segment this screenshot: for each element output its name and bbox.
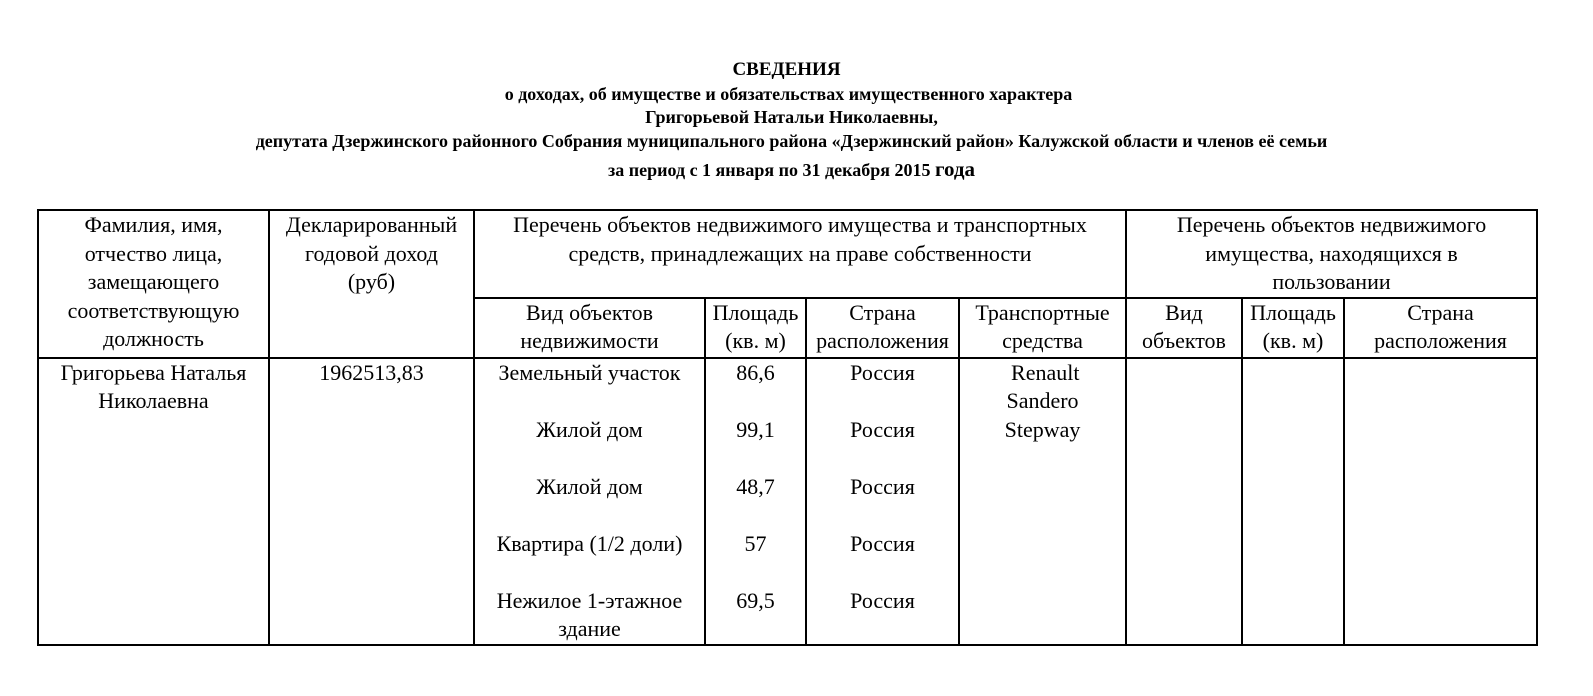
cell-used-area <box>1242 358 1344 645</box>
property-area: 57 <box>744 530 767 556</box>
cell-used-country <box>1344 358 1537 645</box>
cell-person: Григорьева Наталья Николаевна <box>38 358 269 645</box>
cell-used-type <box>1126 358 1242 645</box>
period-text: за период с 1 января по 31 декабря 2015 <box>608 160 931 180</box>
property-type: Нежилое 1-этажное здание <box>496 587 683 641</box>
subtitle-line-3: депутата Дзержинского районного Собрания муниципального района «Дзержинский район» Калужской области и членов её семьи <box>255 131 1328 151</box>
property-area: 86,6 <box>736 359 775 385</box>
header-vehicles: Транспортные средства <box>959 298 1126 358</box>
header-person: Фамилия, имя, отчество лица, замещающего соответствующую должность <box>38 210 269 358</box>
declaration-table <box>37 209 1538 646</box>
property-type: Жилой дом <box>536 473 643 499</box>
cell-property-countries <box>806 358 959 645</box>
property-country: Россия <box>850 416 915 442</box>
subtitle-line-4 <box>0 157 1588 182</box>
property-area: 69,5 <box>736 587 775 613</box>
header-row-1 <box>38 210 1537 298</box>
period-suffix: года <box>934 157 975 181</box>
cell-vehicles <box>959 358 1126 645</box>
header-owned-area: Площадь (кв. м) <box>705 298 806 358</box>
header-owned-country: Страна расположения <box>806 298 959 358</box>
property-type: Квартира (1/2 доли) <box>496 530 683 556</box>
header-used-area: Площадь (кв. м) <box>1242 298 1344 358</box>
subtitle-line-1: о доходах, об имуществе и обязательствах имущественного характера <box>504 84 1073 104</box>
property-country: Россия <box>850 530 915 556</box>
cell-property-areas <box>705 358 806 645</box>
property-area: 48,7 <box>736 473 775 499</box>
header-owned-group: Перечень объектов недвижимого имущества и транспортных средств, принадлежащих на праве собственности <box>474 210 1126 298</box>
header-income: Декларированный годовой доход (руб) <box>269 210 474 358</box>
property-country: Россия <box>850 359 915 385</box>
header-used-type: Вид объектов <box>1126 298 1242 358</box>
header-used-group: Перечень объектов недвижимого имущества, находящихся в пользовании <box>1126 210 1537 298</box>
document-title: СВЕДЕНИЯ <box>732 59 841 80</box>
vehicle-line: Stepway <box>1004 416 1081 442</box>
property-area: 99,1 <box>736 416 775 442</box>
property-type: Жилой дом <box>536 416 643 442</box>
vehicle-line: Sandero <box>1006 388 1079 413</box>
property-type: Земельный участок <box>498 359 681 385</box>
property-country: Россия <box>850 587 915 613</box>
header-used-country: Страна расположения <box>1344 298 1537 358</box>
vehicle-line: Renault <box>1005 359 1080 385</box>
cell-income: 1962513,83 <box>269 358 474 645</box>
subtitle-line-2: Григорьевой Натальи Николаевны, <box>645 107 938 127</box>
header-owned-type: Вид объектов недвижимости <box>474 298 705 358</box>
property-country: Россия <box>850 473 915 499</box>
table-row <box>38 358 1537 645</box>
cell-property-types <box>474 358 705 645</box>
